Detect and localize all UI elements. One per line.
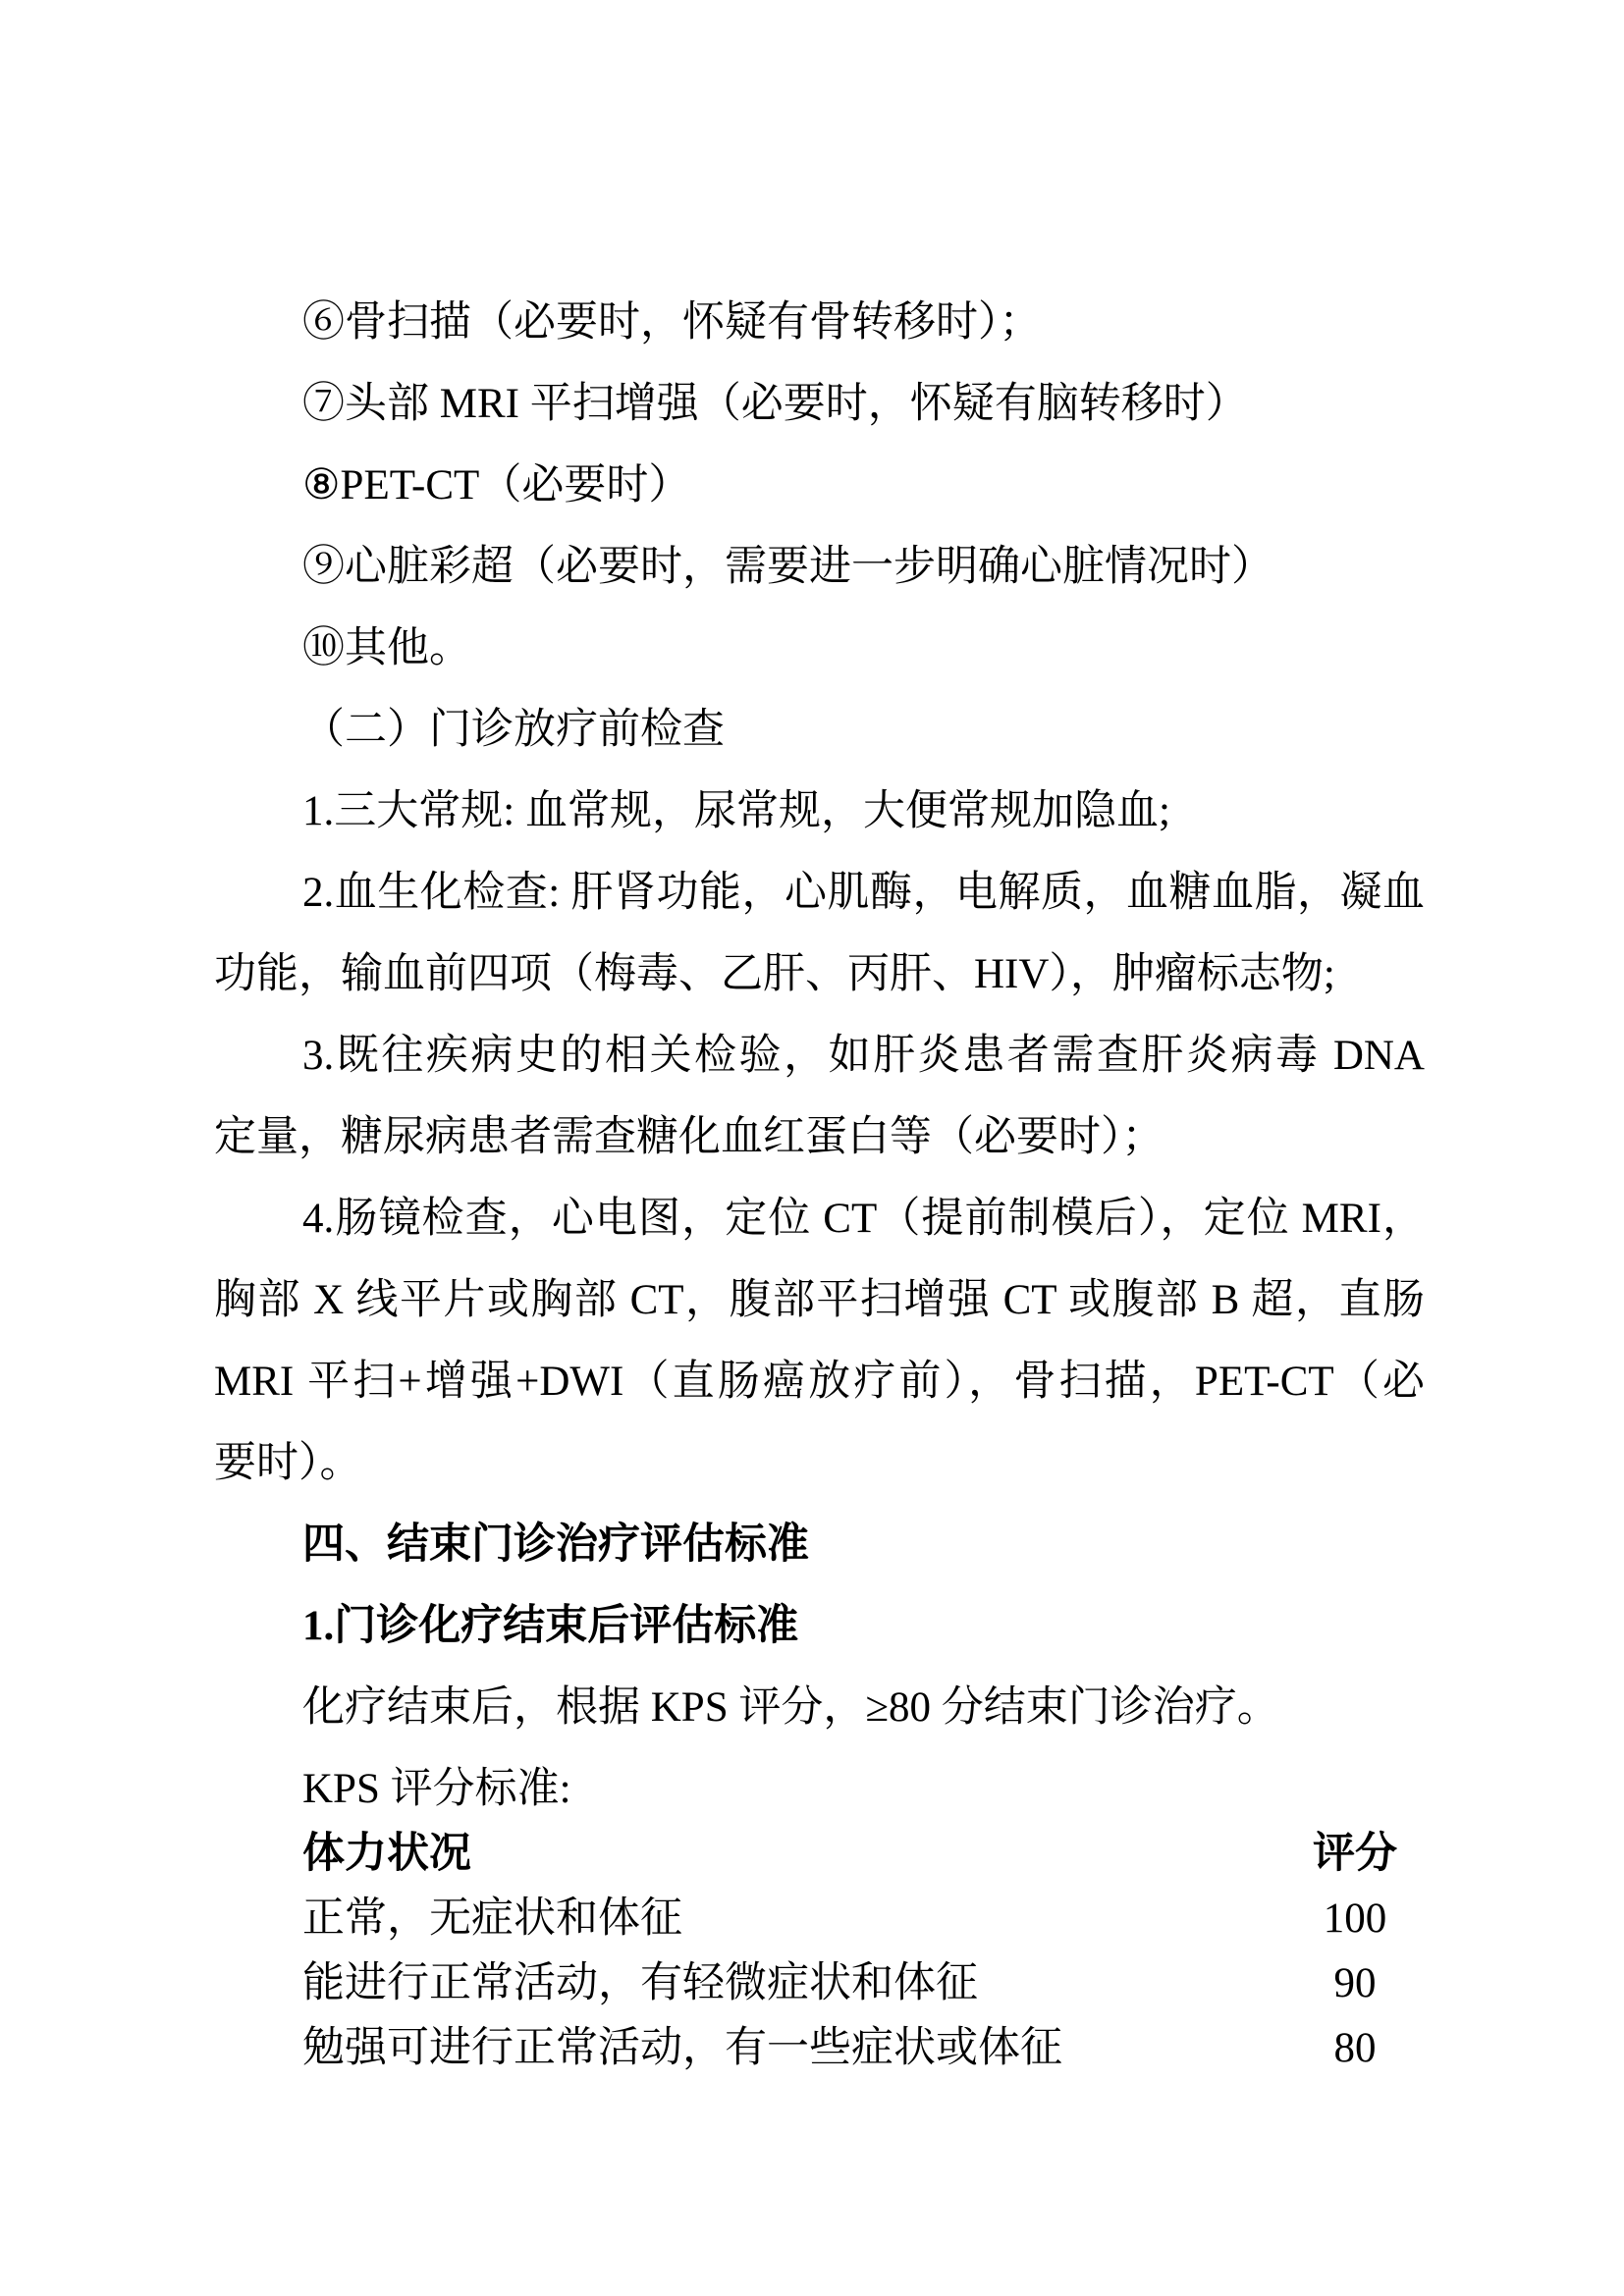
kps-score: 90 bbox=[1333, 1960, 1377, 2006]
subsection-heading: 1.门诊化疗结束后评估标准 bbox=[302, 1603, 799, 1649]
list-item: ⑨心脏彩超（必要时，需要进一步明确心脏情况时） bbox=[302, 544, 1273, 590]
exam-item-1: 1.三大常规: 血常规，尿常规，大便常规加隐血; bbox=[302, 788, 1170, 834]
exam-item-4-line-2: 胸部 X 线平片或胸部 CT，腹部平扫增强 CT 或腹部 B 超，直肠 bbox=[214, 1277, 1425, 1323]
page-body bbox=[214, 282, 1425, 2081]
list-item: ⑩其他。 bbox=[302, 625, 471, 671]
section-heading-4: 四、结束门诊治疗评估标准 bbox=[302, 1522, 809, 1568]
kps-header-score: 评分 bbox=[1313, 1831, 1397, 1877]
kps-table bbox=[302, 1822, 1424, 2081]
criteria-text: 化疗结束后，根据 KPS 评分，≥80 分结束门诊治疗。 bbox=[302, 1684, 1279, 1731]
exam-item-3-line-1: 3.既往疾病史的相关检验，如肝炎患者需查肝炎病毒 DNA bbox=[302, 1033, 1425, 1079]
list-item: ⑧PET-CT（必要时） bbox=[302, 462, 691, 508]
exam-item-4-line-1: 4.肠镜检查，心电图，定位 CT（提前制模后），定位 MRI， bbox=[302, 1196, 1425, 1242]
list-item: ⑦头部 MRI 平扫增强（必要时，怀疑有脑转移时） bbox=[302, 381, 1248, 427]
kps-table-header bbox=[302, 1822, 1424, 1887]
kps-label: KPS 评分标准: bbox=[302, 1766, 571, 1812]
list-item: ⑥骨扫描（必要时，怀疑有骨转移时）； bbox=[302, 299, 1042, 346]
kps-condition: 正常，无症状和体征 bbox=[302, 1896, 682, 1942]
table-row bbox=[302, 1887, 1424, 1951]
kps-header-condition: 体力状况 bbox=[302, 1831, 471, 1877]
kps-condition: 勉强可进行正常活动，有一些症状或体征 bbox=[302, 2025, 1062, 2071]
table-row bbox=[302, 2016, 1424, 2081]
kps-score: 100 bbox=[1323, 1896, 1387, 1942]
exam-item-4-line-4: 要时）。 bbox=[214, 1440, 362, 1486]
table-row bbox=[302, 1951, 1424, 2016]
exam-item-4-line-3: MRI 平扫+增强+DWI（直肠癌放疗前），骨扫描，PET-CT（必 bbox=[214, 1359, 1425, 1405]
kps-score: 80 bbox=[1333, 2025, 1377, 2071]
exam-item-3-line-2: 定量，糖尿病患者需查糖化血红蛋白等（必要时）； bbox=[214, 1114, 1164, 1160]
section-heading: （二）门诊放疗前检查 bbox=[302, 707, 725, 753]
exam-item-2-line-2: 功能，输血前四项（梅毒、乙肝、丙肝、HIV），肿瘤标志物; bbox=[214, 951, 1335, 997]
exam-item-2-line-1: 2.血生化检查: 肝肾功能，心肌酶，电解质，血糖血脂，凝血 bbox=[302, 870, 1425, 916]
kps-condition: 能进行正常活动，有轻微症状和体征 bbox=[302, 1960, 978, 2006]
